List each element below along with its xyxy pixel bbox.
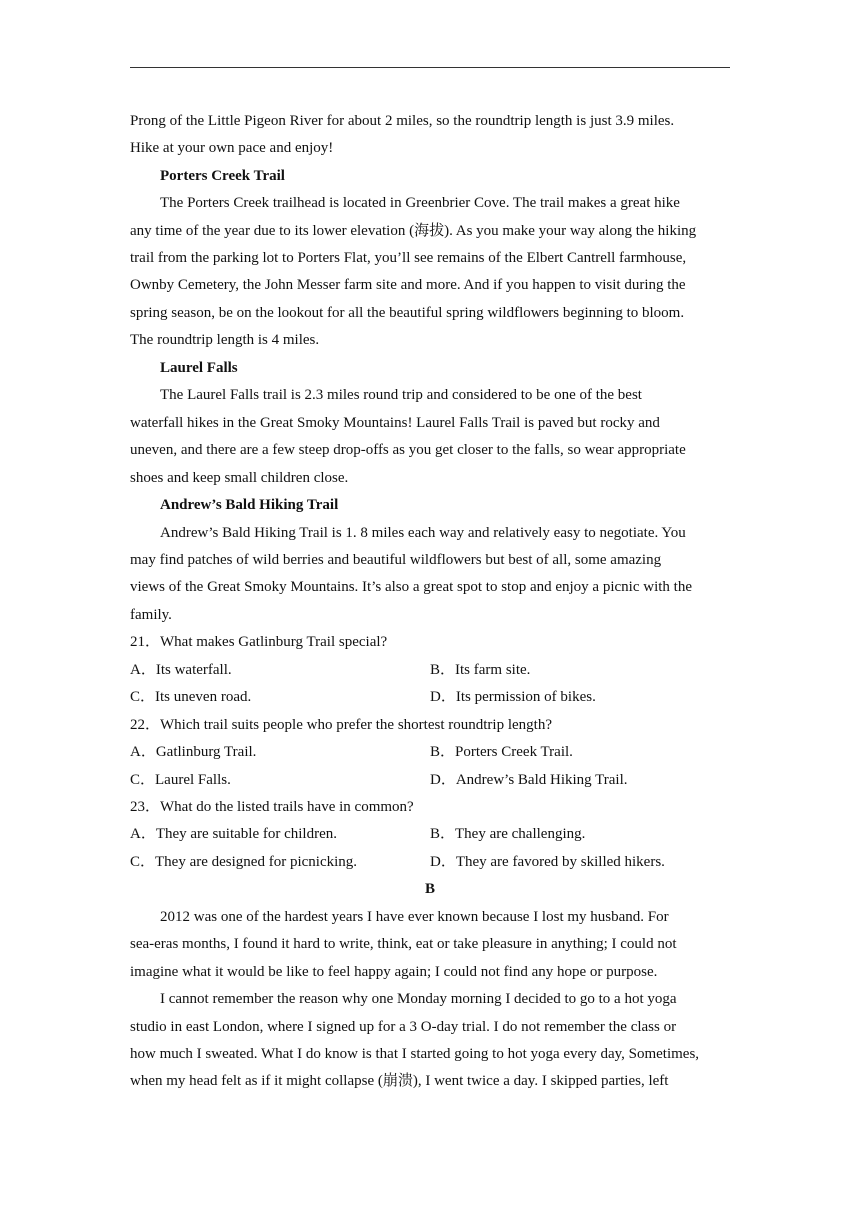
question-22-stem: 22．Which trail suits people who prefer the shortest roundtrip length? (130, 717, 552, 733)
passage-line: I cannot remember the reason why one Monday morning I decided to go to a hot yoga (160, 991, 677, 1007)
passage-line: trail from the parking lot to Porters Flat, you’ll see remains of the Elbert Cantrell farmhouse, (130, 250, 687, 266)
passage-line: The Laurel Falls trail is 2.3 miles round trip and considered to be one of the best (160, 387, 642, 403)
header-rule (130, 67, 730, 68)
passage-line: The roundtrip length is 4 miles. (130, 332, 320, 348)
passage-line: 2012 was one of the hardest years I have ever known because I lost my husband. For (160, 909, 669, 925)
question-22-option-d: D．Andrew’s Bald Hiking Trail. (430, 772, 628, 788)
question-23-option-a: A．They are suitable for children. (130, 826, 338, 842)
question-22-option-a: A．Gatlinburg Trail. (130, 744, 257, 760)
question-23-option-c: C．They are designed for picnicking. (130, 854, 358, 870)
passage-b-label: B (424, 881, 435, 897)
passage-line: any time of the year due to its lower elevation (海拔). As you make your way along the hiking (130, 223, 697, 239)
passage-line: uneven, and there are a few steep drop-offs as you get closer to the falls, so wear appropriate (130, 442, 686, 458)
question-21-stem: 21．What makes Gatlinburg Trail special? (130, 634, 388, 650)
passage-line: family. (130, 607, 172, 623)
question-22-option-c: C．Laurel Falls. (130, 772, 231, 788)
question-22-option-b: B．Porters Creek Trail. (430, 744, 573, 760)
passage-line: Hike at your own pace and enjoy! (130, 140, 334, 156)
passage-line: may find patches of wild berries and beautiful wildflowers but best of all, some amazing (130, 552, 662, 568)
question-23-option-d: D．They are favored by skilled hikers. (430, 854, 665, 870)
passage-line: how much I sweated. What I do know is that I started going to hot yoga every day, Sometimes, (130, 1046, 700, 1062)
passage-line: Ownby Cemetery, the John Messer farm site and more. And if you happen to visit during the (130, 277, 686, 293)
passage-line: imagine what it would be like to feel happy again; I could not find any hope or purpose. (130, 964, 658, 980)
question-21-option-c: C．Its uneven road. (130, 689, 252, 705)
passage-line: sea-eras months, I found it hard to write, think, eat or take pleasure in anything; I could not (130, 936, 677, 952)
passage-line: studio in east London, where I signed up for a 3 O-day trial. I do not remember the class or (130, 1019, 677, 1035)
section-heading-porters-creek: Porters Creek Trail (160, 168, 285, 184)
passage-line: Prong of the Little Pigeon River for about 2 miles, so the roundtrip length is just 3.9 miles. (130, 113, 675, 129)
passage-line: The Porters Creek trailhead is located in Greenbrier Cove. The trail makes a great hike (160, 195, 680, 211)
question-23-stem: 23．What do the listed trails have in common? (130, 799, 414, 815)
section-heading-laurel-falls: Laurel Falls (160, 360, 238, 376)
question-21-option-a: A．Its waterfall. (130, 662, 232, 678)
passage-line: views of the Great Smoky Mountains. It’s also a great spot to stop and enjoy a picnic with the (130, 579, 692, 595)
question-21-option-b: B．Its farm site. (430, 662, 531, 678)
section-heading-andrews-bald: Andrew’s Bald Hiking Trail (160, 497, 339, 513)
question-21-option-d: D．Its permission of bikes. (430, 689, 596, 705)
passage-line: shoes and keep small children close. (130, 470, 349, 486)
passage-line: Andrew’s Bald Hiking Trail is 1. 8 miles each way and relatively easy to negotiate. You (160, 525, 686, 541)
passage-line: when my head felt as if it might collapse (崩溃), I went twice a day. I skipped parties, left (130, 1073, 669, 1089)
passage-line: spring season, be on the lookout for all the beautiful spring wildflowers beginning to bloom. (130, 305, 685, 321)
passage-line: waterfall hikes in the Great Smoky Mountains! Laurel Falls Trail is paved but rocky and (130, 415, 660, 431)
question-23-option-b: B．They are challenging. (430, 826, 586, 842)
